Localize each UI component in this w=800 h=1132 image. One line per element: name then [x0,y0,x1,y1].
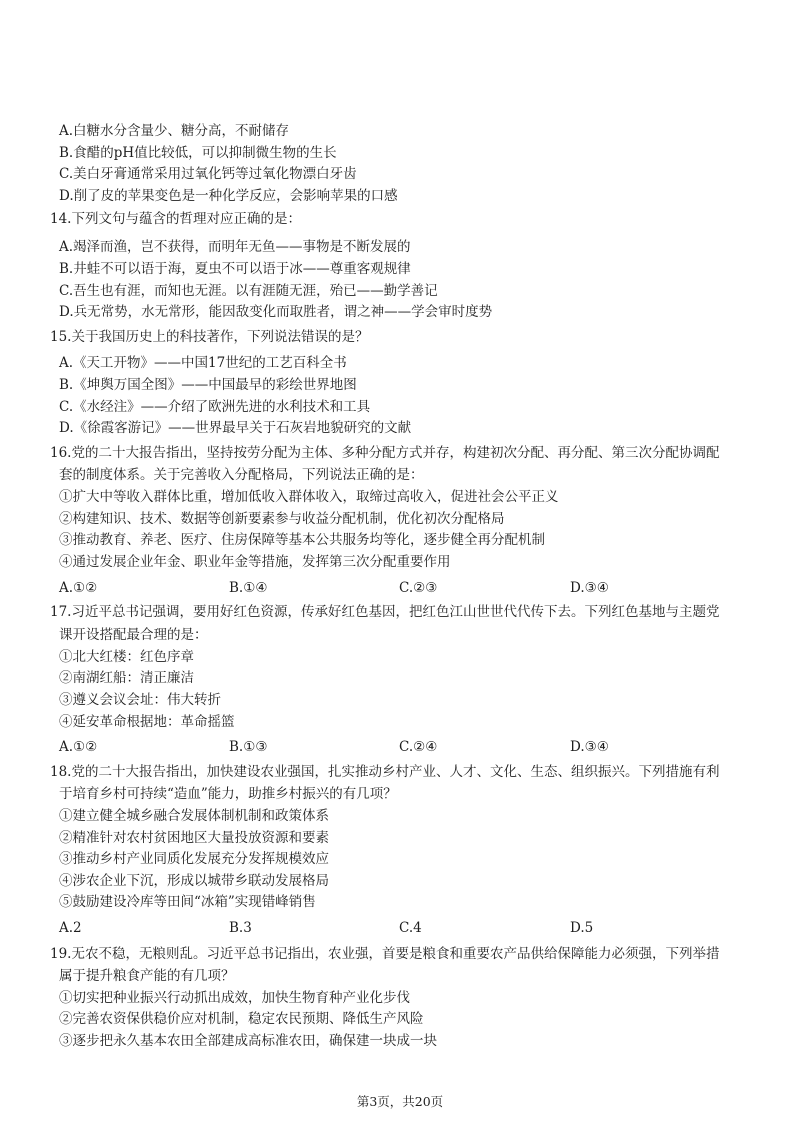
q14-option-b: B.井蛙不可以语于海，夏虫不可以语于冰——尊重客观规律 [59,261,411,277]
q18-choice-a: A.2 [59,920,82,936]
q18-stem-line-2: 于培育乡村可持续“造血”能力，助推乡村振兴的有几项？ [59,786,397,802]
q17-item-3: ③遵义会议会址：伟大转折 [59,692,221,708]
q19-item-3: ③逐步把永久基本农田全部建成高标准农田，确保建一块成一块 [59,1033,437,1049]
q15-option-a: A.《天工开物》——中国17世纪的工艺百科全书 [59,355,347,371]
page-number: 第3页，共20页 [356,1094,444,1109]
q19-stem-line-2: 属于提升粮食产能的有几项？ [59,968,235,984]
q13-option-b: B.食醋的pH值比较低，可以抑制微生物的生长 [59,145,337,161]
q15-stem: 15.关于我国历史上的科技著作，下列说法错误的是？ [50,329,369,345]
q18-stem-line-1: 18.党的二十大报告指出，加快建设农业强国，扎实推动乡村产业、人才、文化、生态、组织振兴。下列措施有利 [50,764,720,780]
q16-stem-line-1: 16.党的二十大报告指出，坚持按劳分配为主体、多种分配方式并存，构建初次分配、再分配、第三次分配协调配 [50,445,720,461]
q19-item-2: ②完善农资保供稳价应对机制，稳定农民预期、降低生产风险 [59,1011,424,1027]
q17-stem-line-2: 课开设搭配最合理的是： [59,627,208,643]
q15-option-d: D.《徐霞客游记》——世界最早关于石灰岩地貌研究的文献 [59,420,412,436]
q19-stem-line-1: 19.无农不稳，无粮则乱。习近平总书记指出，农业强，首要是粮食和重要农产品供给保障能力必须强，下列举措 [50,946,720,962]
q18-item-1: ①建立健全城乡融合发展体制机制和政策体系 [59,808,329,824]
q14-option-a: A.竭泽而渔，岂不获得，而明年无鱼——事物是不断发展的 [59,239,411,255]
q16-item-4: ④通过发展企业年金、职业年金等措施，发挥第三次分配重要作用 [59,554,451,570]
q18-choice-d: D.5 [570,920,594,936]
q17-choice-d: D.③④ [570,739,609,755]
q16-choice-b: B.①④ [229,580,268,596]
q18-item-3: ③推动乡村产业同质化发展充分发挥规模效应 [59,851,329,867]
q17-stem-line-1: 17.习近平总书记强调，要用好红色资源，传承好红色基因，把红色江山世世代代传下去。下列红色基地与主题党 [50,604,720,620]
q14-option-c: C.吾生也有涯，而知也无涯。以有涯随无涯，殆已——勤学善记 [59,283,438,299]
q18-choice-b: B.3 [229,920,252,936]
q19-item-1: ①切实把种业振兴行动抓出成效，加快生物育种产业化步伐 [59,990,410,1006]
q13-option-a: A.白糖水分含量少、糖分高，不耐储存 [59,123,290,139]
q13-option-d: D.削了皮的苹果变色是一种化学反应，会影响苹果的口感 [59,188,398,204]
q17-choice-c: C.②④ [399,739,438,755]
q14-stem: 14.下列文句与蕴含的哲理对应正确的是： [50,211,301,227]
q16-item-3: ③推动教育、养老、医疗、住房保障等基本公共服务均等化，逐步健全再分配机制 [59,532,545,548]
q16-item-2: ②构建知识、技术、数据等创新要素参与收益分配机制，优化初次分配格局 [59,511,505,527]
q16-choice-d: D.③④ [570,580,609,596]
q18-item-5: ⑤鼓励建设冷库等田间“冰箱”实现错峰销售 [59,894,316,910]
q17-choice-b: B.①③ [229,739,268,755]
q16-stem-line-2: 套的制度体系。关于完善收入分配格局，下列说法正确的是： [59,467,424,483]
q17-item-4: ④延安革命根据地：革命摇篮 [59,714,235,730]
q15-option-b: B.《坤舆万国全图》——中国最早的彩绘世界地图 [59,377,357,393]
q17-item-1: ①北大红楼：红色序章 [59,649,194,665]
q18-item-4: ④涉农企业下沉，形成以城带乡联动发展格局 [59,873,329,889]
q17-item-2: ②南湖红船：清正廉洁 [59,670,194,686]
q18-choice-c: C.4 [399,920,422,936]
q17-choice-a: A.①② [59,739,98,755]
q13-option-c: C.美白牙膏通常采用过氧化钙等过氧化物漂白牙齿 [59,166,357,182]
q16-item-1: ①扩大中等收入群体比重，增加低收入群体收入，取缔过高收入，促进社会公平正义 [59,489,559,505]
q16-choice-a: A.①② [59,580,98,596]
q16-choice-c: C.②③ [399,580,438,596]
q15-option-c: C.《水经注》——介绍了欧洲先进的水利技术和工具 [59,399,371,415]
q14-option-d: D.兵无常势，水无常形，能因敌变化而取胜者，谓之神——学会审时度势 [59,304,493,320]
q18-item-2: ②精准针对农村贫困地区大量投放资源和要素 [59,830,329,846]
